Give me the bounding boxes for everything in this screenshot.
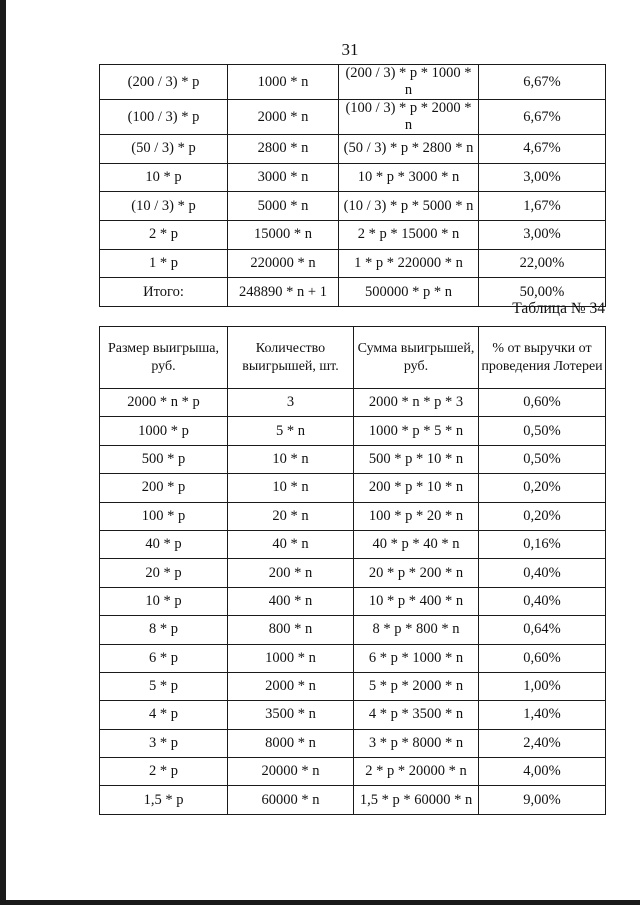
prize-sum-cell: 2 * p * 20000 * n (354, 758, 479, 786)
prize-size-cell: 5 * p (100, 672, 228, 700)
prize-size-cell: (50 / 3) * p (100, 135, 228, 164)
header-prize-count: Количество выигрышей, шт. (228, 327, 354, 389)
prize-sum-cell: 1 * p * 220000 * n (339, 249, 479, 278)
prize-size-cell: Итого: (100, 278, 228, 307)
prize-count-cell: 1000 * n (228, 644, 354, 672)
prize-table-continued-body (100, 65, 606, 307)
prize-count-cell: 800 * n (228, 616, 354, 644)
table-row (100, 701, 606, 729)
prize-count-cell: 2000 * n (228, 672, 354, 700)
prize-size-cell: 2000 * n * p (100, 389, 228, 417)
prize-sum-cell: (200 / 3) * p * 1000 * n (339, 65, 479, 100)
prize-count-cell: 5000 * n (228, 192, 339, 221)
prize-count-cell: 3500 * n (228, 701, 354, 729)
prize-count-cell: 2800 * n (228, 135, 339, 164)
prize-sum-cell: (10 / 3) * p * 5000 * n (339, 192, 479, 221)
prize-size-cell: 4 * p (100, 701, 228, 729)
prize-sum-cell: 4 * p * 3500 * n (354, 701, 479, 729)
prize-sum-cell: (50 / 3) * p * 2800 * n (339, 135, 479, 164)
revenue-percent-cell: 1,67% (479, 192, 606, 221)
scan-bottom-edge (0, 900, 640, 905)
prize-count-cell: 400 * n (228, 587, 354, 615)
prize-count-cell: 20000 * n (228, 758, 354, 786)
prize-count-cell: 2000 * n (228, 100, 339, 135)
revenue-percent-cell: 0,40% (479, 559, 606, 587)
prize-count-cell: 60000 * n (228, 786, 354, 814)
prize-sum-cell: 100 * p * 20 * n (354, 502, 479, 530)
table-row (100, 729, 606, 757)
prize-size-cell: 10 * p (100, 587, 228, 615)
table-row (100, 644, 606, 672)
revenue-percent-cell: 6,67% (479, 65, 606, 100)
prize-sum-cell: 40 * p * 40 * n (354, 530, 479, 558)
prize-sum-cell: 1000 * p * 5 * n (354, 417, 479, 445)
table-row (100, 192, 606, 221)
prize-size-cell: 1,5 * p (100, 786, 228, 814)
revenue-percent-cell: 50,00% (479, 278, 606, 307)
prize-count-cell: 10 * n (228, 445, 354, 473)
prize-sum-cell: 8 * p * 800 * n (354, 616, 479, 644)
table-row (100, 249, 606, 278)
prize-sum-cell: 3 * p * 8000 * n (354, 729, 479, 757)
prize-size-cell: 6 * p (100, 644, 228, 672)
prize-size-cell: 2 * p (100, 221, 228, 250)
table-row (100, 616, 606, 644)
revenue-percent-cell: 1,40% (479, 701, 606, 729)
prize-sum-cell: 5 * p * 2000 * n (354, 672, 479, 700)
prize-sum-cell: 10 * p * 400 * n (354, 587, 479, 615)
prize-count-cell: 20 * n (228, 502, 354, 530)
table-row (100, 135, 606, 164)
prize-size-cell: 40 * p (100, 530, 228, 558)
prize-count-cell: 1000 * n (228, 65, 339, 100)
prize-table-34 (99, 326, 606, 815)
table-row (100, 100, 606, 135)
prize-count-cell: 3 (228, 389, 354, 417)
prize-size-cell: 20 * p (100, 559, 228, 587)
prize-sum-cell: 1,5 * p * 60000 * n (354, 786, 479, 814)
revenue-percent-cell: 9,00% (479, 786, 606, 814)
revenue-percent-cell: 0,16% (479, 530, 606, 558)
prize-sum-cell: 2000 * n * p * 3 (354, 389, 479, 417)
table-row (100, 672, 606, 700)
revenue-percent-cell: 6,67% (479, 100, 606, 135)
prize-count-cell: 8000 * n (228, 729, 354, 757)
prize-count-cell: 15000 * n (228, 221, 339, 250)
prize-sum-cell: 6 * p * 1000 * n (354, 644, 479, 672)
table-row (100, 417, 606, 445)
prize-size-cell: (10 / 3) * p (100, 192, 228, 221)
table-caption: Таблица № 34 (512, 300, 605, 317)
table-row (100, 502, 606, 530)
table-row (100, 474, 606, 502)
table-header-row (100, 327, 606, 389)
prize-sum-cell: (100 / 3) * p * 2000 * n (339, 100, 479, 135)
prize-size-cell: 1000 * p (100, 417, 228, 445)
prize-table-continued (99, 64, 606, 307)
revenue-percent-cell: 0,40% (479, 587, 606, 615)
table-row (100, 389, 606, 417)
prize-table-34-body (100, 389, 606, 815)
prize-size-cell: 200 * p (100, 474, 228, 502)
page-number: 31 (341, 40, 359, 59)
prize-sum-cell: 500 * p * 10 * n (354, 445, 479, 473)
revenue-percent-cell: 0,64% (479, 616, 606, 644)
prize-count-cell: 3000 * n (228, 163, 339, 192)
prize-size-cell: (100 / 3) * p (100, 100, 228, 135)
prize-sum-cell: 2 * p * 15000 * n (339, 221, 479, 250)
prize-count-cell: 10 * n (228, 474, 354, 502)
prize-size-cell: 8 * p (100, 616, 228, 644)
revenue-percent-cell: 0,20% (479, 474, 606, 502)
prize-size-cell: 2 * p (100, 758, 228, 786)
prize-sum-cell: 500000 * p * n (339, 278, 479, 307)
table-row (100, 65, 606, 100)
prize-size-cell: 10 * p (100, 163, 228, 192)
revenue-percent-cell: 4,00% (479, 758, 606, 786)
prize-count-cell: 5 * n (228, 417, 354, 445)
prize-size-cell: 1 * p (100, 249, 228, 278)
table-row (100, 221, 606, 250)
revenue-percent-cell: 1,00% (479, 672, 606, 700)
table-row (100, 530, 606, 558)
prize-sum-cell: 200 * p * 10 * n (354, 474, 479, 502)
prize-size-cell: 100 * p (100, 502, 228, 530)
prize-count-cell: 200 * n (228, 559, 354, 587)
table-row (100, 163, 606, 192)
revenue-percent-cell: 2,40% (479, 729, 606, 757)
prize-size-cell: 500 * p (100, 445, 228, 473)
revenue-percent-cell: 0,60% (479, 644, 606, 672)
prize-sum-cell: 10 * p * 3000 * n (339, 163, 479, 192)
header-revenue-percent: % от выручки от проведения Лотереи (479, 327, 606, 389)
header-prize-size: Размер выигрыша, руб. (100, 327, 228, 389)
table-row (100, 445, 606, 473)
revenue-percent-cell: 0,50% (479, 445, 606, 473)
revenue-percent-cell: 0,20% (479, 502, 606, 530)
prize-size-cell: 3 * p (100, 729, 228, 757)
revenue-percent-cell: 0,60% (479, 389, 606, 417)
table-row (100, 587, 606, 615)
table-row (100, 559, 606, 587)
revenue-percent-cell: 3,00% (479, 163, 606, 192)
scan-left-edge (0, 0, 6, 905)
revenue-percent-cell: 0,50% (479, 417, 606, 445)
revenue-percent-cell: 22,00% (479, 249, 606, 278)
table-row (100, 786, 606, 814)
prize-count-cell: 248890 * n + 1 (228, 278, 339, 307)
table-row (100, 758, 606, 786)
revenue-percent-cell: 3,00% (479, 221, 606, 250)
prize-sum-cell: 20 * p * 200 * n (354, 559, 479, 587)
prize-size-cell: (200 / 3) * p (100, 65, 228, 100)
prize-count-cell: 40 * n (228, 530, 354, 558)
revenue-percent-cell: 4,67% (479, 135, 606, 164)
header-prize-sum: Сумма выигрышей, руб. (354, 327, 479, 389)
prize-count-cell: 220000 * n (228, 249, 339, 278)
